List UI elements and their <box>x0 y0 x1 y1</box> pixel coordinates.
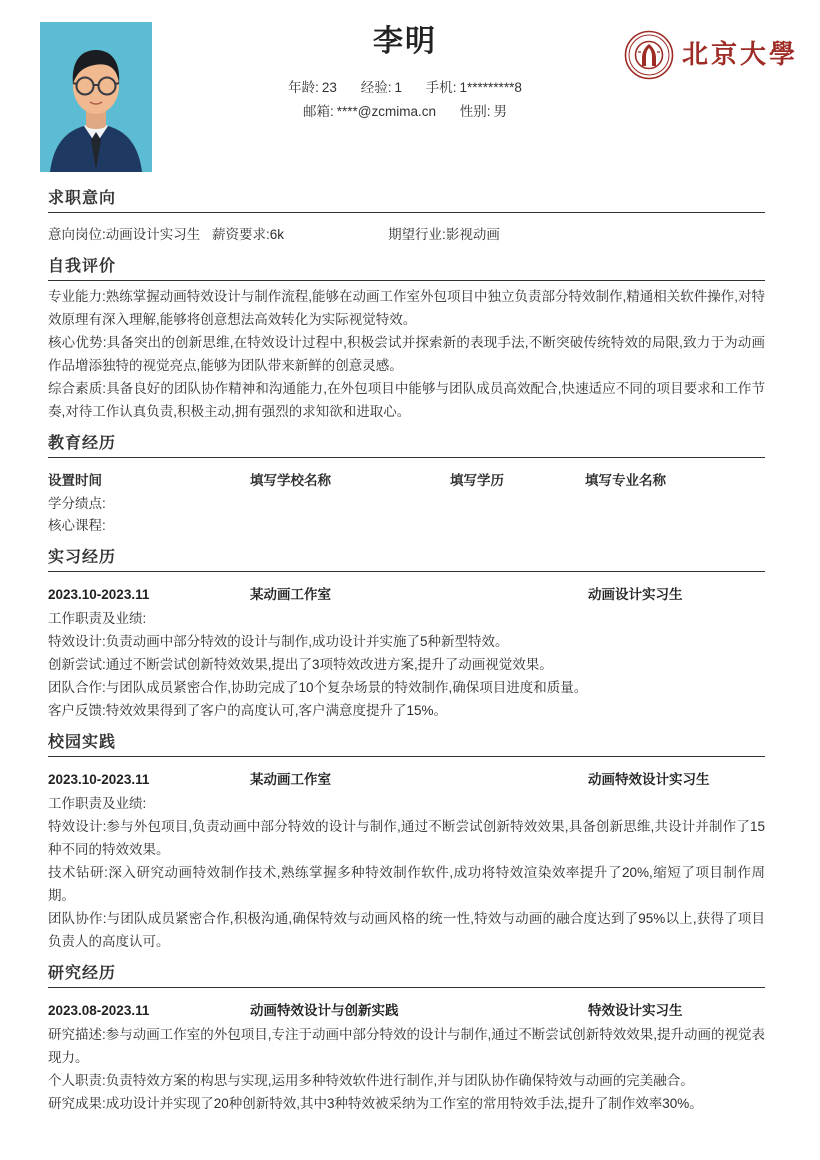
section-title-job-intent: 求职意向 <box>48 190 117 207</box>
meta-gender-label: 性别: <box>459 104 491 119</box>
section-campus-practice <box>0 722 820 953</box>
education-courses-line: 核心课程: <box>48 518 106 533</box>
university-name: 北京大學 <box>681 40 798 70</box>
paragraph: 个人职责:负责特效方案的构思与实现,运用多种特效软件进行制作,并与团队协作确保特效与动画的完美融合。 <box>48 1073 694 1088</box>
intent-position-label: 意向岗位: <box>48 227 106 242</box>
meta-phone-label: 手机: <box>425 80 457 95</box>
section-divider <box>48 280 765 281</box>
campus-body <box>48 792 765 953</box>
section-education <box>0 423 820 537</box>
section-self-evaluation <box>0 246 820 423</box>
column-header-degree: 填写学历 <box>450 473 504 488</box>
intent-salary <box>212 227 284 242</box>
page-title: 李明 <box>373 25 437 58</box>
table-row <box>48 469 765 493</box>
section-header-campus-practice <box>48 722 765 761</box>
meta-age <box>288 76 337 100</box>
self-evaluation-body <box>48 285 765 423</box>
paragraph: 工作职责及业绩: <box>48 796 147 811</box>
section-research <box>0 953 820 1115</box>
entry-organization: 某动画工作室 <box>250 587 331 602</box>
paragraph: 技术钻研:深入研究动画特效制作技术,熟练掌握多种特效制作软件,成功将特效渲染效率提升了20%,缩短了项目制作周期。 <box>48 865 765 903</box>
entry-date: 2023.10-2023.11 <box>48 587 150 602</box>
meta-gender <box>460 100 507 124</box>
section-title-campus-practice: 校园实践 <box>48 734 117 751</box>
job-intent-row <box>48 217 765 246</box>
meta-experience-label: 经验: <box>360 80 392 95</box>
intent-industry-label: 期望行业: <box>388 227 446 242</box>
section-header-internship <box>48 537 765 576</box>
paragraph: 特效设计:参与外包项目,负责动画中部分特效的设计与制作,通过不断尝试创新特效效果,具备创新思维,共设计并制作了15种不同的特效效果。 <box>48 819 765 857</box>
paragraph: 研究描述:参与动画工作室的外包项目,专注于动画中部分特效的设计与制作,通过不断尝试创新特效效果,提升动画的视觉表现力。 <box>48 1027 766 1065</box>
section-title-research: 研究经历 <box>48 965 117 982</box>
column-header-time: 设置时间 <box>48 473 102 488</box>
university-seal-icon <box>624 30 674 80</box>
section-job-intent <box>0 178 820 246</box>
paragraph: 工作职责及业绩: <box>48 611 147 626</box>
section-header-job-intent <box>48 178 765 217</box>
section-divider <box>48 457 765 458</box>
section-header-research <box>48 953 765 992</box>
column-header-major: 填写专业名称 <box>585 473 666 488</box>
meta-phone <box>426 76 522 100</box>
internship-body <box>48 607 765 722</box>
education-gpa-line: 学分绩点: <box>48 496 106 511</box>
intent-position <box>48 227 200 242</box>
research-body <box>48 1023 765 1115</box>
identity-block <box>195 22 615 124</box>
section-divider <box>48 987 765 988</box>
section-divider <box>48 212 765 213</box>
job-intent-left <box>48 223 292 246</box>
meta-email-label: 邮箱: <box>302 104 334 119</box>
contact-line-2 <box>195 100 615 124</box>
intent-salary-value: 6k <box>269 227 285 242</box>
section-divider <box>48 571 765 572</box>
section-internship <box>0 537 820 722</box>
entry-role: 特效设计实习生 <box>588 1003 683 1018</box>
paragraph: 研究成果:成功设计并实现了20种创新特效,其中3种特效被采纳为工作室的常用特效手法,提升了制作效率30%。 <box>48 1096 703 1111</box>
research-entry-header <box>48 992 765 1023</box>
meta-age-label: 年龄: <box>288 80 319 95</box>
section-header-education <box>48 423 765 462</box>
intent-salary-label: 薪资要求: <box>212 227 270 242</box>
paragraph: 综合素质:具备良好的团队协作精神和沟通能力,在外包项目中能够与团队成员高效配合,快速适应不同的项目要求和工作节奏,对待工作认真负责,积极主动,拥有强烈的求知欲和进取心。 <box>48 381 765 419</box>
section-title-self-evaluation: 自我评价 <box>48 258 117 275</box>
paragraph: 创新尝试:通过不断尝试创新特效效果,提出了3项特效改进方案,提升了动画视觉效果。 <box>48 657 553 672</box>
paragraph: 团队协作:与团队成员紧密合作,积极沟通,确保特效与动画风格的统一性,特效与动画的融合度达到了95%以上,获得了项目负责人的高度认可。 <box>48 911 765 949</box>
section-divider <box>48 756 765 757</box>
paragraph: 客户反馈:特效效果得到了客户的高度认可,客户满意度提升了15%。 <box>48 703 448 718</box>
resume-header <box>0 0 820 178</box>
paragraph: 核心优势:具备突出的创新思维,在特效设计过程中,积极尝试并探索新的表现手法,不断突破传统特效的局限,致力于为动画作品增添独特的视觉亮点,能够为团队带来新鲜的创意灵感。 <box>48 335 765 373</box>
entry-role: 动画设计实习生 <box>588 587 683 602</box>
meta-age-value: 23 <box>321 80 337 95</box>
paragraph: 团队合作:与团队成员紧密合作,协助完成了10个复杂场景的特效制作,确保项目进度和质量。 <box>48 680 588 695</box>
section-header-self-evaluation <box>48 246 765 285</box>
paragraph: 特效设计:负责动画中部分特效的设计与制作,成功设计并实施了5种新型特效。 <box>48 634 509 649</box>
meta-email <box>303 100 436 124</box>
meta-gender-value: 男 <box>493 104 508 119</box>
entry-organization: 某动画工作室 <box>250 772 331 787</box>
paragraph: 专业能力:熟练掌握动画特效设计与制作流程,能够在动画工作室外包项目中独立负责部分特效制作,精通相关软件操作,对特效原理有深入理解,能够将创意想法高效转化为实际视觉特效。 <box>48 289 766 327</box>
meta-email-value: ****@zcmima.cn <box>336 104 436 119</box>
campus-entry-header <box>48 761 765 792</box>
entry-organization: 动画特效设计与创新实践 <box>250 1003 399 1018</box>
job-intent-right <box>388 223 500 246</box>
contact-line-1 <box>195 76 615 100</box>
entry-date: 2023.10-2023.11 <box>48 772 150 787</box>
internship-entry-header <box>48 576 765 607</box>
meta-experience <box>361 76 402 100</box>
university-block <box>624 30 798 80</box>
intent-industry-value: 影视动画 <box>445 227 500 242</box>
meta-experience-value: 1 <box>394 80 402 95</box>
section-title-internship: 实习经历 <box>48 549 117 566</box>
avatar <box>40 22 152 172</box>
column-header-school: 填写学校名称 <box>250 473 331 488</box>
education-table <box>48 462 765 537</box>
meta-phone-value: 1*********8 <box>459 80 522 95</box>
entry-date: 2023.08-2023.11 <box>48 1003 150 1018</box>
intent-position-value: 动画设计实习生 <box>105 227 201 242</box>
entry-role: 动画特效设计实习生 <box>588 772 710 787</box>
section-title-education: 教育经历 <box>48 435 117 452</box>
